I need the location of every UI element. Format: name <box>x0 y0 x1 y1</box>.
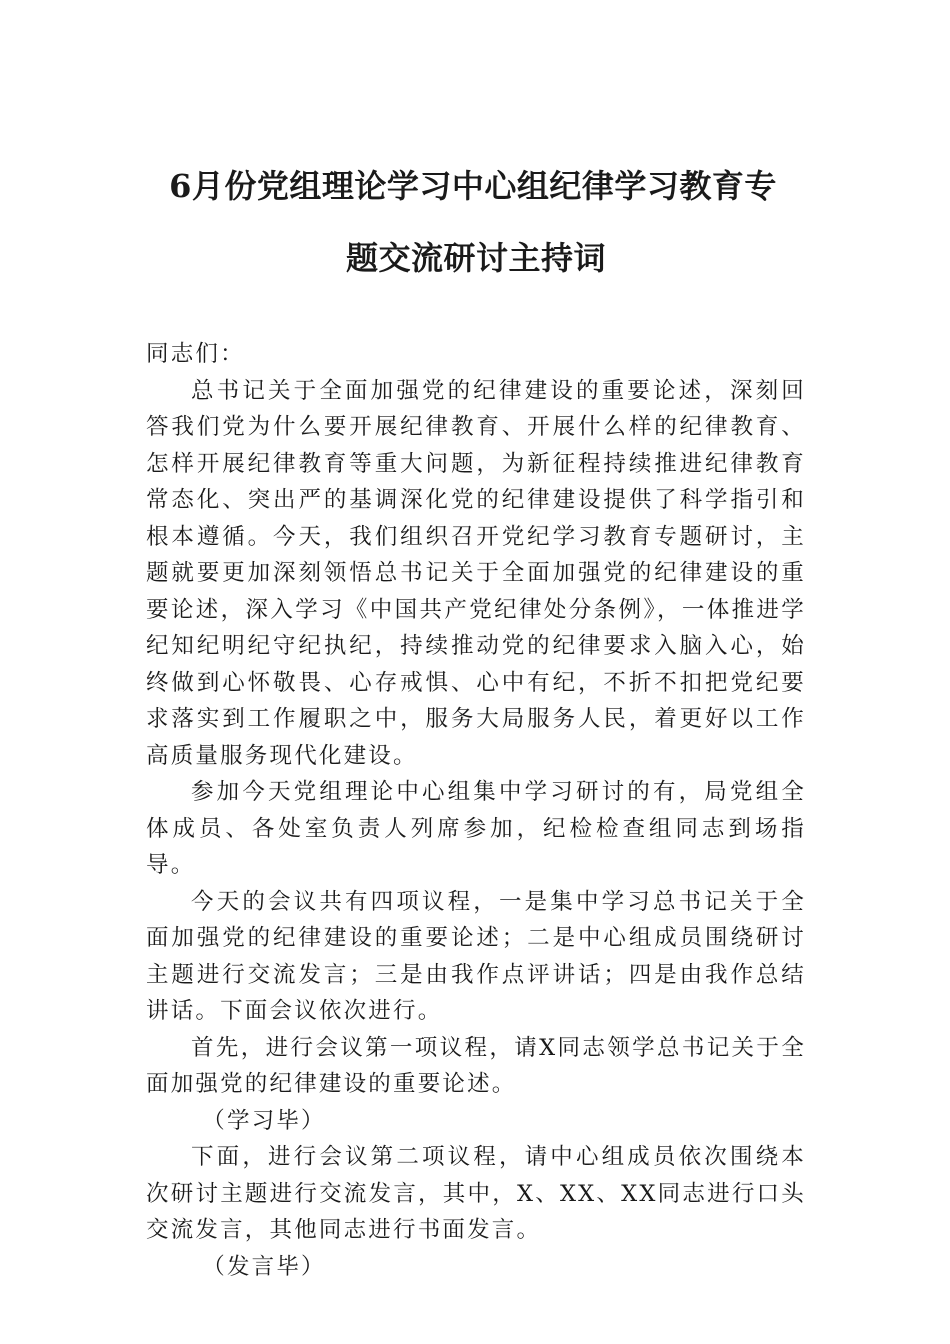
paragraph-2: 参加今天党组理论中心组集中学习研讨的有，局党组全体成员、各处室负责人列席参加，纪检检查组同志到场指导。 <box>146 779 806 878</box>
document-title <box>146 150 806 294</box>
title-line-2: 题交流研讨主持词 <box>345 239 606 277</box>
paragraph-1: 总书记关于全面加强党的纪律建设的重要论述，深刻回答我们党为什么要开展纪律教育、开展什么样的纪律教育、怎样开展纪律教育等重大问题，为新征程持续推进纪律教育常态化、突出严的基调深化党的纪律建设提供了科学指引和根本遵循。今天，我们组织召开党纪学习教育专题研讨，主题就要更加深刻领悟总书记关于全面加强党的纪律建设的重要论述，深入学习《中国共产党纪律处分条例》，一体推进学纪知纪明纪守纪执纪，持续推动党的纪律要求入脑入心，始终做到心怀敬畏、心存戒惧、心中有纪，不折不扣把党纪要求落实到工作履职之中，服务大局服务人民，着更好以工作高质量服务现代化建设。 <box>146 377 806 769</box>
title-line-1: 6月份党组理论学习中心组纪律学习教育专 <box>169 167 777 205</box>
paragraph-4: 首先，进行会议第一项议程，请X同志领学总书记关于全面加强党的纪律建设的重要论述。 <box>146 1034 806 1097</box>
document-page <box>146 150 806 1285</box>
salutation: 同志们： <box>146 341 245 367</box>
paragraph-3: 今天的会议共有四项议程，一是集中学习总书记关于全面加强党的纪律建设的重要论述；二是中心组成员围绕研讨主题进行交流发言；三是由我作点评讲话；四是由我作总结讲话。下面会议依次进行。 <box>146 888 806 1024</box>
document-body <box>146 336 806 1285</box>
study-complete-note: （学习毕） <box>202 1107 326 1134</box>
speech-complete-note: （发言毕） <box>202 1253 326 1280</box>
paragraph-5: 下面，进行会议第二项议程，请中心组成员依次围绕本次研讨主题进行交流发言，其中，X、XX、XX同志进行口头交流发言，其他同志进行书面发言。 <box>146 1144 806 1243</box>
